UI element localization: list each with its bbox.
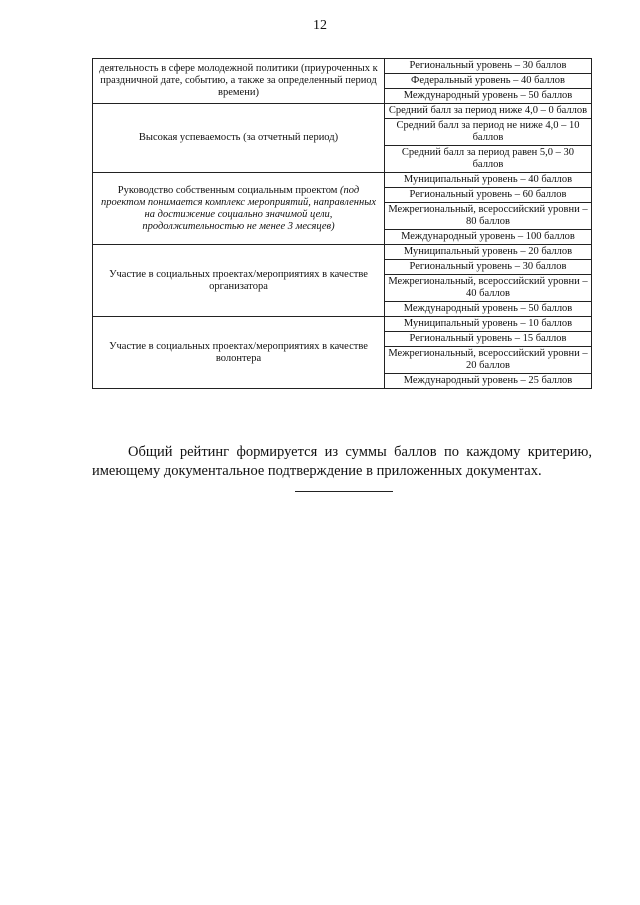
points-cell: Международный уровень – 50 баллов [385, 89, 592, 104]
criterion-cell [93, 317, 385, 389]
table-row [93, 317, 592, 332]
table-row [93, 173, 592, 188]
points-cell: Средний балл за период равен 5,0 – 30 баллов [385, 146, 592, 173]
criterion-text: деятельность в сфере молодежной политики (приуроченных к праздничной дате, событию, а также за определенный период времени) [99, 63, 378, 98]
criterion-text: Руководство собственным социальным проектом [117, 184, 338, 196]
points-cell: Межрегиональный, всероссийский уровни – 20 баллов [385, 347, 592, 374]
criterion-cell [93, 245, 385, 317]
points-cell: Муниципальный уровень – 20 баллов [385, 245, 592, 260]
criterion-cell [93, 59, 385, 104]
points-cell: Федеральный уровень – 40 баллов [385, 74, 592, 89]
summary-paragraph: Общий рейтинг формируется из суммы баллов по каждому критерию, имеющему документальное подтверждение в приложенных документах. [92, 443, 592, 479]
criterion-text: Участие в социальных проектах/мероприятиях в качестве организатора [109, 268, 368, 292]
criterion-cell [93, 104, 385, 173]
criteria-table [92, 58, 592, 389]
table-row [93, 245, 592, 260]
points-cell: Региональный уровень – 60 баллов [385, 188, 592, 203]
points-cell: Средний балл за период ниже 4,0 – 0 баллов [385, 104, 592, 119]
table-row [93, 59, 592, 74]
criterion-description: (под проектом понимается комплекс мероприятий, направленных на достижение социально значимой цели, продолжительностью не менее 3 месяцев) [100, 184, 376, 232]
separator-line [295, 491, 393, 492]
points-cell: Региональный уровень – 30 баллов [385, 59, 592, 74]
points-cell: Региональный уровень – 15 баллов [385, 332, 592, 347]
points-cell: Межрегиональный, всероссийский уровни – 80 баллов [385, 203, 592, 230]
criterion-text: Высокая успеваемость (за отчетный период) [138, 132, 339, 143]
points-cell: Региональный уровень – 30 баллов [385, 260, 592, 275]
points-cell: Муниципальный уровень – 10 баллов [385, 317, 592, 332]
criterion-cell [93, 173, 385, 245]
points-cell: Межрегиональный, всероссийский уровни – 40 баллов [385, 275, 592, 302]
points-cell: Международный уровень – 50 баллов [385, 302, 592, 317]
table-row [93, 104, 592, 119]
points-cell: Муниципальный уровень – 40 баллов [385, 173, 592, 188]
criterion-text: Участие в социальных проектах/мероприятиях в качестве волонтера [109, 340, 368, 364]
points-cell: Международный уровень – 100 баллов [385, 230, 592, 245]
page-number: 12 [313, 18, 327, 33]
points-cell: Международный уровень – 25 баллов [385, 374, 592, 389]
points-cell: Средний балл за период не ниже 4,0 – 10 баллов [385, 119, 592, 146]
